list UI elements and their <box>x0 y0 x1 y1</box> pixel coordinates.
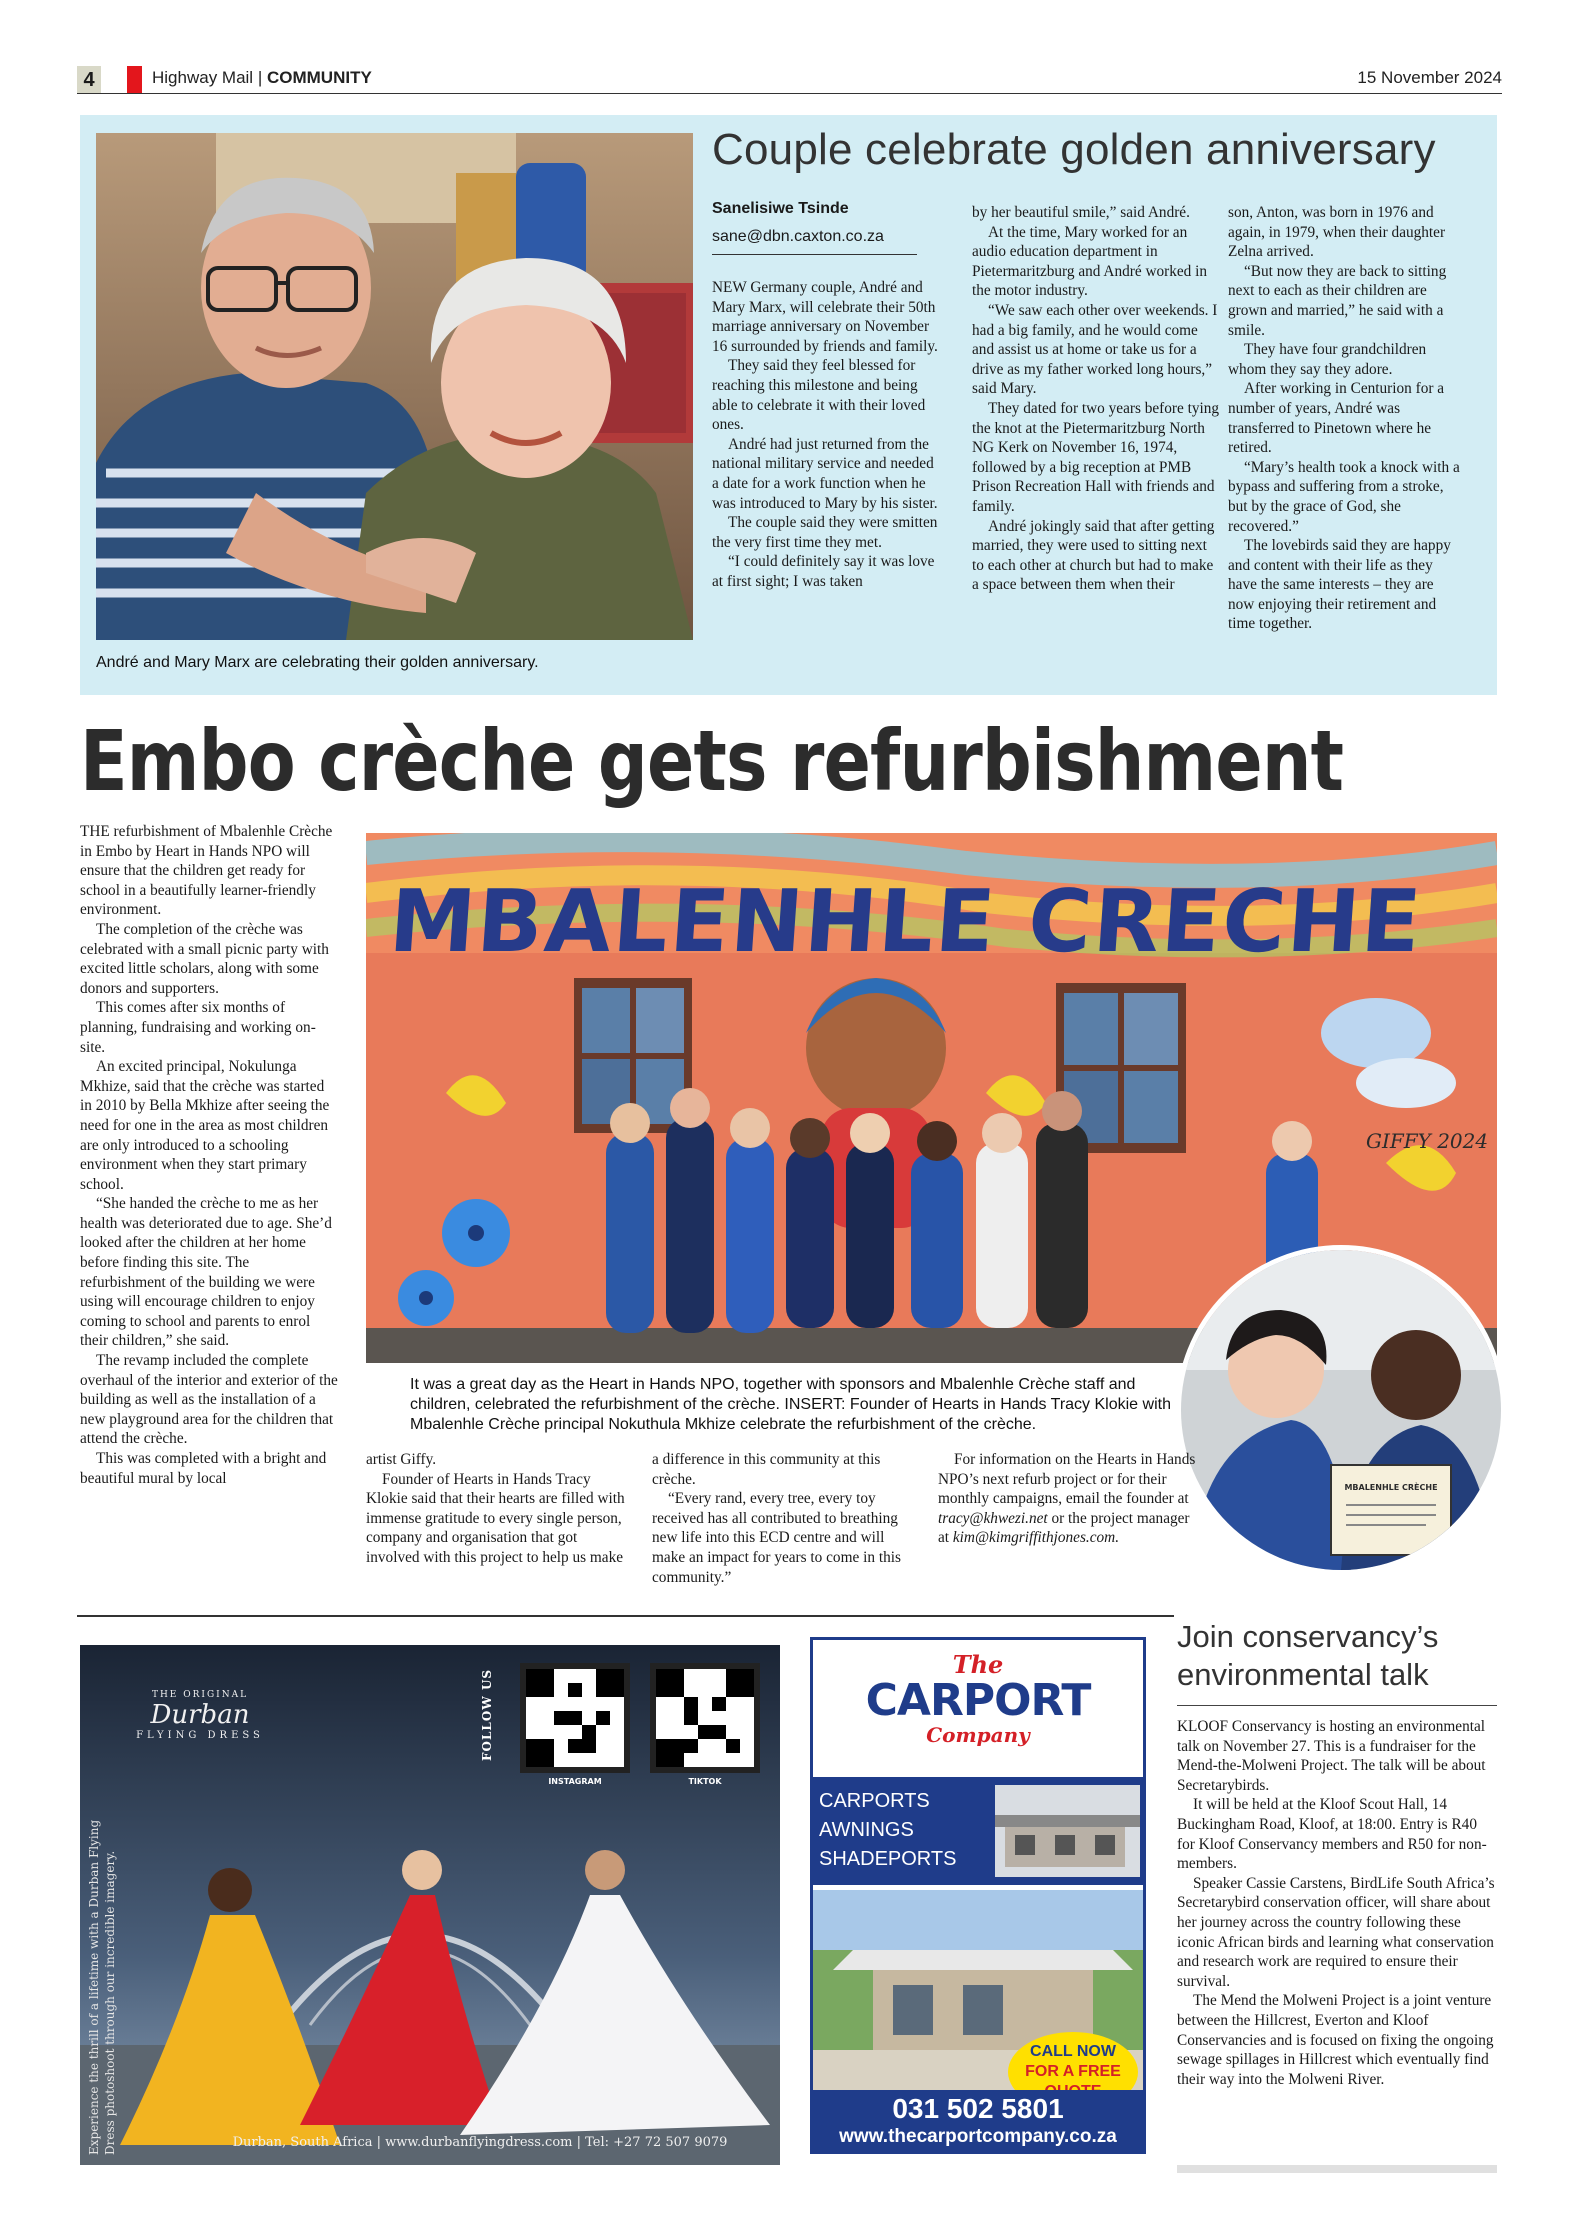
instagram-label: INSTAGRAM <box>548 1777 602 1786</box>
couple-paragraph: André jokingly said that after getting married, they were used to sitting next to each other at church but had to make a space between them when their <box>972 517 1215 594</box>
carport-services-list <box>819 1787 956 1874</box>
byline-author: Sanelisiwe Tsinde <box>712 200 849 217</box>
couple-paragraph: André had just returned from the national military service and needed a date for a work function when he was introduced to Mary by his sister. <box>712 435 938 512</box>
publication-name: Highway Mail <box>152 68 254 87</box>
creche-column-2 <box>366 1450 634 1568</box>
creche-insert-image <box>1181 1250 1501 1570</box>
creche-paragraph: The completion of the crèche was celebrated with a small picnic party with excited little scholars, along with some donors and supporters. <box>80 920 329 997</box>
dress-footer: Durban, South Africa | www.durbanflyingdress.com | Tel: +27 72 507 9079 <box>232 2135 728 2150</box>
carport-contact-band <box>813 2090 1143 2151</box>
creche-paragraph: THE refurbishment of Mbalenhle Crèche in Embo by Heart in Hands NPO will ensure that the children get ready for school in a beautifully learner-friendly environment. <box>80 823 333 919</box>
carport-website[interactable]: www.thecarportcompany.co.za <box>839 2126 1117 2147</box>
couple-paragraph: “I could definitely say it was love at first sight; I was taken <box>712 553 935 590</box>
carport-service-item: SHADEPORTS <box>819 1848 957 1870</box>
carport-building-image <box>995 1785 1140 1877</box>
couple-paragraph: They have four grandchildren whom they say they adore. <box>1228 341 1427 378</box>
carport-logo-the: The <box>952 1650 1004 1679</box>
couple-column-1 <box>712 278 940 592</box>
couple-paragraph: “Mary’s health took a knock with a bypass and suffering from a stroke, but by the grace of God, she recovered.” <box>1228 458 1460 535</box>
couple-paragraph: After working in Centurion for a number of years, André was transferred to Pinetown where he retired. <box>1228 380 1445 457</box>
creche-headline: Embo crèche gets refurbishment <box>80 712 1344 810</box>
dress-brand-script: Durban <box>150 1700 250 1730</box>
carport-service-item: CARPORTS <box>819 1790 930 1812</box>
couple-column-2 <box>972 203 1220 595</box>
dress-brand-small: THE ORIGINAL <box>151 1690 249 1700</box>
issue-date: 15 November 2024 <box>1357 68 1502 87</box>
byline-email: sane@dbn.caxton.co.za <box>712 228 884 245</box>
dress-vertical-tagline: Experience the thrill of a lifetime with a Durban Flying Dress photoshoot through our incredible imagery. <box>87 1819 117 2155</box>
creche-contact-mid: or the project manager at <box>938 1509 1190 1547</box>
carport-phone[interactable]: 031 502 5801 <box>892 2093 1064 2124</box>
dress-brand-sub: FLYING DRESS <box>136 1730 264 1741</box>
tiktok-qr-code[interactable] <box>650 1663 760 1773</box>
tiktok-label: TIKTOK <box>688 1777 722 1786</box>
couple-paragraph: son, Anton, was born in 1976 and again, in 1979, when their daughter Zelna arrived. <box>1228 204 1446 261</box>
section-color-bar <box>127 66 142 94</box>
couple-headline: Couple celebrate golden anniversary <box>712 125 1436 174</box>
carport-services-band <box>813 1777 1143 1885</box>
flying-dress-advert[interactable] <box>80 1645 780 2165</box>
couple-story-box <box>80 115 1497 695</box>
creche-paragraph: “She handed the crèche to me as her health was deteriorated due to age. She’d looked after the children at her home before finding this site. The refurbishment of the building we were using will encourage children to enjoy coming to school and parents to enrol their children,” she said. <box>80 1195 332 1350</box>
creche-paragraph: a difference in this community at this crèche. <box>652 1451 881 1488</box>
creche-paragraph: This was completed with a bright and beautiful mural by local <box>80 1450 327 1487</box>
founder-email-link[interactable]: tracy@khwezi.net <box>938 1509 1048 1527</box>
conservancy-bottom-bar <box>1177 2165 1497 2173</box>
creche-paragraph: “Every rand, every tree, every toy received has all contributed to breathing new life into this ECD centre and will make an impact for years to come in this community.” <box>652 1490 901 1586</box>
couple-paragraph: “We saw each other over weekends. I had a big family, and he would come and assist us at home or take us for a drive as my father worked long hours,” said Mary. <box>972 301 1218 398</box>
creche-paragraph: Founder of Hearts in Hands Tracy Klokie said that their hearts are filled with immense gratitude to every single person, company and organisation that got involved with this project to help us make <box>366 1470 625 1566</box>
couple-photo <box>96 133 693 640</box>
couple-paragraph: They dated for two years before tying the knot at the Pietermaritzburg North NG Kerk on November 16, 1974, followed by a big reception at PMB Prison Recreation Hall with friends and family. <box>972 399 1220 515</box>
couple-paragraph: NEW Germany couple, André and Mary Marx, will celebrate their 50th marriage anniversary on November 16 surrounded by friends and family. <box>712 279 938 355</box>
creche-paragraph: artist Giffy. <box>366 1451 437 1468</box>
page-number: 4 <box>77 66 101 94</box>
carport-service-item: AWNINGS <box>819 1819 914 1841</box>
manager-email-link[interactable]: kim@kimgriffithjones.com. <box>952 1529 1120 1547</box>
conservancy-headline: Join conservancy’s environmental talk <box>1177 1619 1439 1692</box>
mural-signature: GIFFY 2024 <box>1366 1129 1489 1153</box>
certificate-title: MBALENHLE CRÈCHE <box>1344 1483 1438 1492</box>
section-name: COMMUNITY <box>266 68 372 87</box>
mural-text: MBALENHLE CRECHE <box>386 872 1426 972</box>
creche-column-4 <box>938 1450 1196 1548</box>
header-rule <box>77 93 1502 94</box>
couple-paragraph: The couple said they were smitten the very first time they met. <box>712 514 938 551</box>
couple-paragraph: They said they feel blessed for reaching this milestone and being able to celebrate it with their loved ones. <box>712 357 926 434</box>
dress-brand-logo <box>125 1690 275 1741</box>
couple-byline <box>712 200 922 255</box>
qr-icon <box>526 1669 624 1767</box>
couple-paragraph: The lovebirds said they are happy and content with their life as they have the same interests – they are now enjoying their retirement and time together. <box>1228 537 1451 633</box>
conservancy-column <box>1177 1717 1497 2089</box>
conservancy-paragraph: The Mend the Molweni Project is a joint venture between the Hillcrest, Everton and Kloof Conservancies and is focused on fixing the ongoing sewage spillages in Hillcrest which eventually find their way into the Molweni River. <box>1177 1992 1494 2088</box>
follow-us-label: FOLLOW US <box>480 1668 494 1762</box>
creche-paragraph: The revamp included the complete overhaul of the interior and exterior of the building as well as the installation of a new playground area for the children that attend the crèche. <box>80 1352 338 1448</box>
carport-logo-company: Company <box>926 1723 1030 1747</box>
creche-photo-caption: It was a great day as the Heart in Hands NPO, together with sponsors and Mbalenhle Crèche staff and children, celebrated the refurbishment of the crèche. INSERT: Founder of Hearts in Hands Tracy Klokie with Mbalenhle Crèche principal Nokuthula Mkhize celebrate the refurbishment of the crèche. <box>410 1376 1171 1433</box>
couple-paragraph: “But now they are back to sitting next to each as their children are grown and married,” he said with a smile. <box>1228 262 1447 339</box>
conservancy-paragraph: Speaker Cassie Carstens, BirdLife South Africa’s Secretarybird conservation officer, will share about her journey across the country following these iconic African birds and learning what conservation and research work are required to ensure their survival. <box>1177 1874 1495 1990</box>
couple-photo-image <box>96 133 693 640</box>
creche-insert-photo <box>1176 1245 1506 1575</box>
qr-icon <box>656 1669 754 1767</box>
couple-paragraph: At the time, Mary worked for an audio education department in Pietermaritzburg and André worked in the motor industry. <box>972 223 1208 300</box>
couple-column-3 <box>1228 203 1460 634</box>
couple-photo-caption: André and Mary Marx are celebrating their golden anniversary. <box>96 654 539 671</box>
creche-column-3 <box>652 1450 910 1587</box>
creche-column-1 <box>80 822 338 1488</box>
badge-line-1: CALL NOW <box>1030 2043 1116 2060</box>
conservancy-rule <box>1177 1705 1497 1706</box>
carport-logo-main: CARPORT <box>865 1675 1091 1726</box>
byline-rule <box>712 254 917 255</box>
instagram-qr-code[interactable] <box>520 1663 630 1773</box>
conservancy-paragraph: KLOOF Conservancy is hosting an environmental talk on November 27. This is a fundraiser for the Mend-the-Molweni Project. The talk will be about Secretarybirds. <box>1177 1718 1486 1794</box>
creche-contact-intro: For information on the Hearts in Hands NPO’s next refurb project or for their monthly campaigns, email the founder at <box>938 1451 1196 1508</box>
carport-logo <box>813 1640 1143 1770</box>
creche-paragraph: This comes after six months of planning, fundraising and working on-site. <box>80 999 316 1056</box>
conservancy-paragraph: It will be held at the Kloof Scout Hall, 14 Buckingham Road, Kloof, at 18:00. Entry is R40 for Kloof Conservancy members and R50 for non-members. <box>1177 1796 1487 1873</box>
section-divider <box>77 1615 1174 1617</box>
carport-advert[interactable] <box>810 1637 1146 2154</box>
publication-section: Highway Mail | COMMUNITY <box>152 68 372 87</box>
creche-paragraph: An excited principal, Nokulunga Mkhize, said that the crèche was started in 2010 by Bella Mkhize after seeing the need for one in the area as most children are only introduced to a schooling environment when they start primary school. <box>80 1058 330 1193</box>
badge-line-2: FOR A FREE <box>1025 2063 1121 2080</box>
couple-paragraph: by her beautiful smile,” said André. <box>972 204 1190 221</box>
